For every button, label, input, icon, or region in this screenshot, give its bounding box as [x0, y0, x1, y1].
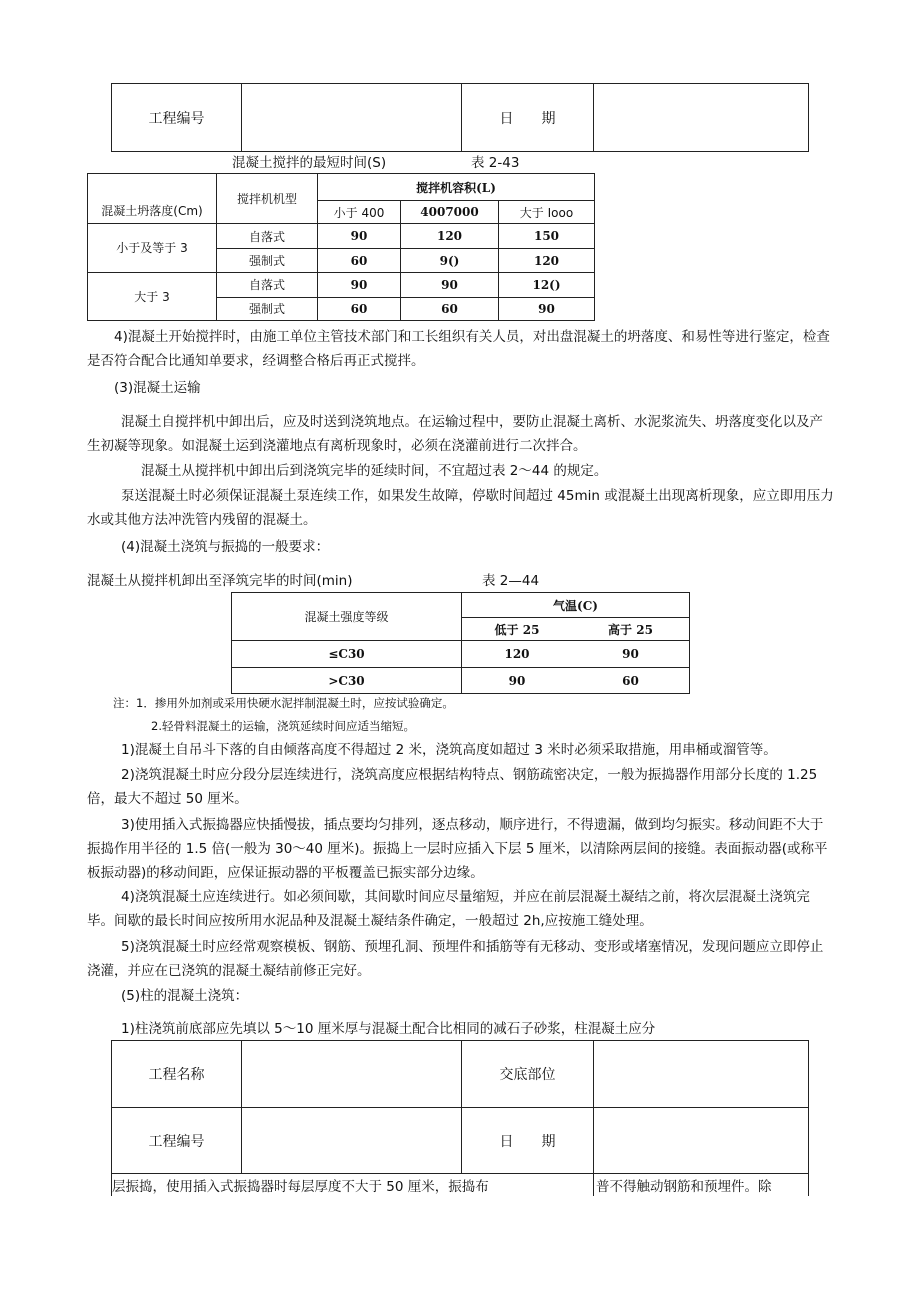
cap-col-3: 大于 Iooo — [499, 201, 595, 224]
slump-group-2: 大于 3 — [88, 272, 217, 320]
date-label: 日 期 — [462, 1108, 594, 1174]
paragraph: 5)浇筑混凝土时应经常观察模板、钢筋、预埋孔洞、预埋件和插筋等有无移动、变形或堵塞情况，发现问题应立即停止浇灌，并应在已浇筑的混凝土凝结前修正完好。 — [87, 939, 824, 979]
mixer-type: 强制式 — [217, 249, 318, 272]
project-no-label: 工程编号 — [112, 1108, 242, 1174]
cell-value: 60 — [401, 297, 499, 320]
paragraph: 1)柱浇筑前底部应先填以 5～10 厘米厚与混凝土配合比相同的减石子砂浆，柱混凝土应分 — [121, 1021, 656, 1037]
table-row — [232, 641, 690, 668]
cell-value: 9() — [401, 249, 499, 272]
mixer-type: 强制式 — [217, 297, 318, 320]
cell-value: 60 — [318, 297, 401, 320]
table2-caption: 混凝土从搅拌机卸出至泽筑完毕的时间(min) — [87, 573, 353, 589]
note-2: 2.轻骨料混凝土的运输，浇筑延续时间应适当缩短。 — [151, 719, 415, 733]
table2-number: 表 2—44 — [482, 573, 540, 589]
temp-col-1: 低于 25 — [462, 618, 573, 641]
col-temp-header: 气温(C) — [462, 593, 690, 618]
cell-value: 150 — [499, 224, 595, 249]
col-grade-header: 混凝土强度等级 — [232, 593, 462, 641]
location-value — [594, 1041, 809, 1108]
col-slump-header: 混凝土坍落度(Cm) — [88, 174, 217, 224]
paragraph: 4)浇筑混凝土应连续进行。如必须间歇，其间歇时间应尽量缩短，并应在前层混凝土凝结之前，将次层混凝土浇筑完毕。间歇的最长时间应按所用水泥品种及混凝土凝结条件确定，一般超过 2h,应按施工缝处理。 — [87, 889, 810, 929]
project-name-label: 工程名称 — [112, 1041, 242, 1108]
slump-group-1: 小于及等于 3 — [88, 224, 217, 272]
cell-value: 90 — [401, 272, 499, 297]
grade-cell: >C30 — [232, 668, 462, 694]
paragraph: 混凝土从搅拌机中卸出后到浇筑完毕的延续时间，不宜超过表 2～44 的规定。 — [141, 463, 608, 479]
note-1: 注：1．掺用外加剂或采用快硬水泥拌制混凝土时，应按试验确定。 — [113, 696, 454, 710]
cell-value: 120 — [462, 641, 573, 668]
cell-value: 120 — [499, 249, 595, 272]
bottom-header-table — [111, 1040, 809, 1196]
table-row — [232, 668, 690, 694]
cell-value: 90 — [318, 224, 401, 249]
table1-number: 表 2-43 — [471, 155, 520, 171]
section-heading: (4)混凝土浇筑与振捣的一般要求： — [121, 539, 330, 555]
project-no-value — [242, 1108, 462, 1174]
cell-value: 90 — [318, 272, 401, 297]
cell-value: 90 — [462, 668, 573, 694]
paragraph: 3)使用插入式振捣器应快插慢拔，插点要均匀排列，逐点移动，顺序进行，不得遗漏，做到均匀振实。移动间距不大于振捣作用半径的 1.5 倍(一般为 30～40 厘米)。振捣上一层时应插入下层 5 厘米，以清除两层间的接缝。表面振动器(或称平板振动器)的移动间距，应保证振动器的平板覆盖已振实部分边缘。 — [87, 817, 828, 881]
location-label: 交底部位 — [462, 1041, 594, 1108]
date-label: 日 期 — [462, 84, 594, 152]
col-mixer-type-header: 搅拌机机型 — [217, 174, 318, 224]
section-heading: (5)柱的混凝土浇筑： — [121, 988, 249, 1004]
paragraph: 4)混凝土开始搅拌时，由施工单位主管技术部门和工长组织有关人员，对出盘混凝土的坍落度、和易性等进行鉴定，检查是否符合配合比通知单要求，经调整合格后再正式搅拌。 — [87, 329, 830, 369]
project-no-label: 工程编号 — [112, 84, 242, 152]
col-capacity-header: 搅拌机容积(L) — [318, 174, 595, 201]
table-row — [88, 224, 595, 249]
cap-col-2: 4007000 — [401, 201, 499, 224]
date-value — [594, 84, 809, 152]
grade-cell: ≤C30 — [232, 641, 462, 668]
table-row — [88, 272, 595, 297]
mixer-type: 自落式 — [217, 272, 318, 297]
paragraph: 2)浇筑混凝土时应分段分层连续进行，浇筑高度应根据结构特点、钢筋疏密决定，一般为振捣器作用部分长度的 1.25 倍，最大不超过 50 厘米。 — [87, 767, 818, 807]
continuation-left: 层振捣，使用插入式振捣器时每层厚度不大于 50 厘米，振捣布 — [112, 1174, 594, 1196]
paragraph: 泵送混凝土时必须保证混凝土泵连续工作，如果发生故障，停歇时间超过 45min 或混凝土出现离析现象，应立即用压力水或其他方法冲洗管内残留的混凝土。 — [87, 488, 834, 528]
paragraph: 1)混凝土自吊斗下落的自由倾落高度不得超过 2 米，浇筑高度如超过 3 米时必须采取措施，用串桶或溜管等。 — [121, 742, 777, 758]
table1-caption: 混凝土搅拌的最短时间(S) — [232, 155, 387, 171]
cell-value: 60 — [572, 668, 690, 694]
mixer-type: 自落式 — [217, 224, 318, 249]
transport-time-table — [231, 592, 690, 694]
cell-value: 60 — [318, 249, 401, 272]
cell-value: 90 — [499, 297, 595, 320]
section-heading: (3)混凝土运输 — [114, 380, 201, 396]
top-header-table — [111, 83, 809, 152]
mixing-time-table — [87, 173, 595, 321]
project-no-value — [242, 84, 462, 152]
project-name-value — [242, 1041, 462, 1108]
cap-col-1: 小于 400 — [318, 201, 401, 224]
temp-col-2: 高于 25 — [572, 618, 690, 641]
continuation-right: 普不得触动钢筋和预埋件。除 — [594, 1174, 809, 1196]
paragraph: 混凝土自搅拌机中卸出后，应及时送到浇筑地点。在运输过程中，要防止混凝土离析、水泥浆流失、坍落度变化以及产生初凝等现象。如混凝土运到浇灌地点有离析现象时，必须在浇灌前进行二次拌合。 — [87, 414, 823, 454]
date-value — [594, 1108, 809, 1174]
cell-value: 12() — [499, 272, 595, 297]
cell-value: 120 — [401, 224, 499, 249]
cell-value: 90 — [572, 641, 690, 668]
